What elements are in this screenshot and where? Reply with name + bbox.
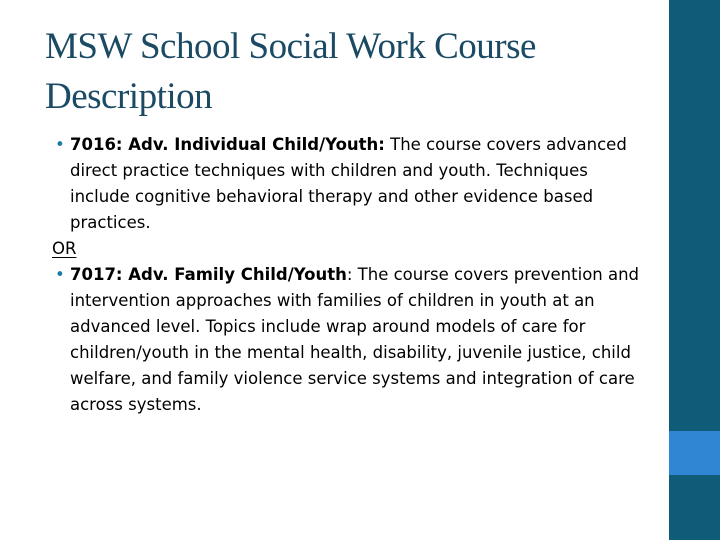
course-description: : The course covers prevention and intervention approaches with families of children in youth at an advanced level. Topics include wrap around models of care for children/youth in the mental health, disability, juvenile justice, child welfare, and family violence service systems and integration of care across systems. [70,265,640,414]
bullet-icon: • [55,265,65,284]
slide-body [52,132,642,418]
course-description: The course covers advanced direct practice techniques with children and youth. Techniques include cognitive behavioral therapy and other evidence based practices. [70,135,627,232]
sidebar-accent-block [669,431,720,475]
course-item-7017 [52,262,642,418]
slide-title: MSW School Social Work Course Description [45,26,536,117]
course-code-label: 7017: Adv. Family Child/Youth [70,265,347,284]
course-code-label: 7016: Adv. Individual Child/Youth: [70,135,385,154]
bullet-icon: • [55,135,65,154]
separator-or: OR [52,239,77,258]
course-item-7016 [52,132,642,236]
